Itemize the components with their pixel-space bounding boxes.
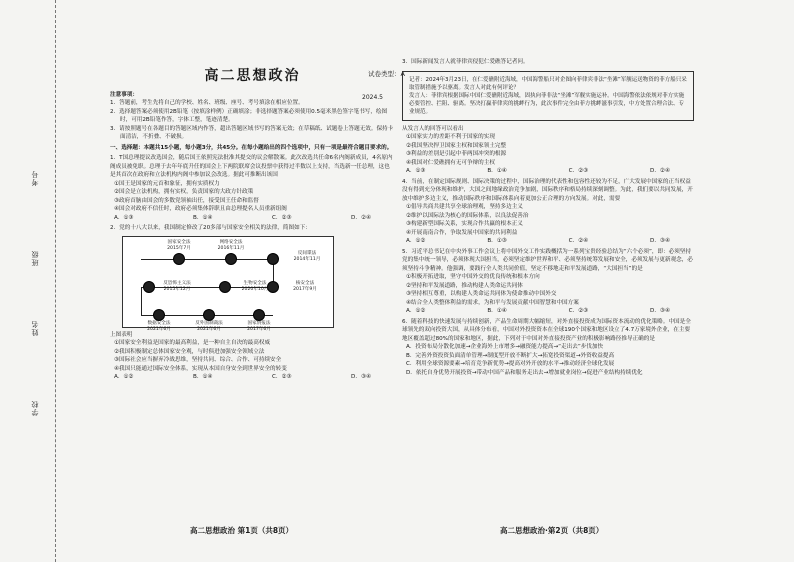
q4-choice-c: C．②④ [568, 238, 589, 244]
q2-option-4: ④我国只能通过国际安全体系，实现从本国自身安全到世界安全的转变 [114, 365, 287, 372]
q4-stem: 4．当前，在制定国际规则、国际决策的过程中，国际治理的代表性和包容性还较为不足，广大发展中国家的正当权益没有得到充分体现和维护，大国之间地缘政治竞争加剧，国际秩序和格局持续深刻调整。为此，我们要以共同发展，开放中维护多边主义，推动国际秩序和国际体系向着更加公正合理的方向发展。对此，需要 [402, 178, 693, 202]
q2-option-1: ①国家安全利益是国家的最高利益，是一种自主自决的最高权威 [114, 340, 271, 346]
q4-choices [402, 237, 694, 246]
node-label: 国家情报法 2017年6月 [247, 320, 271, 332]
q5-choices [402, 307, 694, 316]
timeline-node [173, 253, 185, 265]
q2-option-3: ③国际社会应当摒弃冷战思维，坚持共同、综合、合作、可持续安全 [114, 357, 282, 363]
node-label: 生物安全法 2020年10月 [241, 280, 269, 292]
notes-title: 注意事项： [110, 91, 138, 98]
q3-choice-a: A．①③ [406, 168, 426, 174]
q4-choice-d: D．③④ [650, 238, 670, 244]
q4-option-4: ④开展南南合作，争取发展中国家的共同利益 [406, 229, 518, 236]
q5-choice-b: B．①④ [487, 308, 507, 314]
q4-option-3: ③构建新型国际关系，实现合作共赢的根本正义 [406, 221, 523, 227]
q3-stem: 3．国际新闻发言人就菲律宾侵犯仁爱礁答记者问。 [402, 59, 529, 65]
node-label: 国家安全法 2015年7月 [167, 239, 191, 251]
timeline-node [253, 309, 265, 321]
q1-option-3: ③政府首脑由国会的多数党领袖出任，接受国王任命和监督 [114, 197, 259, 204]
q5-option-4: ④结合全人类整体利益的需求，为和平与发展贡献中国智慧和中国方案 [406, 299, 579, 306]
q5-choice-c: C．②③ [568, 308, 589, 314]
q5-choice-d: D．③④ [650, 308, 670, 314]
q1-choice-a: A．①③ [114, 214, 134, 221]
q3-choices [402, 167, 694, 176]
node-label: 网络安全法 2016年11月 [217, 239, 245, 251]
q1-choice-c: C．②③ [271, 214, 292, 221]
q2-choices [110, 373, 395, 382]
q6-option-b: B．完善外资投资负面清单管理→制度型开放不断扩大→拓宽投资渠道→外资收益提高 [406, 352, 615, 359]
paper-type: 试卷类型：A [368, 70, 405, 78]
q2-choice-c: C．②③ [271, 374, 292, 380]
name-label: 姓名 [31, 320, 39, 336]
q5-option-3: ③坚持相互尊重，以构建人类命运共同体为使命推动中国外交 [406, 291, 557, 297]
q6-option-c: C．利用全球资源要素→培育竞争新优势→提高对外开放的水平→推动经济全球化发展 [406, 361, 615, 367]
q5-option-2: ②坚持和平发展道路，推动构建人类命运共同体 [406, 282, 523, 289]
note-3: 3．请按照题号在各题目的答题区域内作答，超出答题区域书写的答案无效；在草稿纸、试题卷上答题无效。保持卡面清洁，不折叠、不破损。 [110, 125, 394, 140]
exam-date: 2024.5 [362, 94, 383, 101]
page-1-footer: 高二思想政治 第1页（共8页） [190, 526, 294, 535]
binding-margin [26, 0, 56, 562]
note-2: 2．选择题答案必须使用2B铅笔（按填涂样例）正确填涂；非选择题答案必须使用0.5毫米黑色签字笔书写，绘图时，可用2B铅笔作答，字体工整，笔迹清楚。 [110, 108, 388, 123]
class-label: 班级 [31, 250, 39, 266]
note-1: 1．答题前，考生先将自己的学校、姓名、班级、座号、考号填涂在相应位置。 [110, 100, 304, 106]
node-label: 反恐怖主义法 2015年12月 [163, 280, 191, 292]
q3-option-3: ③利益的差别是引起中菲两国冲突的根源 [406, 151, 507, 157]
exam-title: 高二思想政治 [204, 68, 301, 84]
q2-choice-b: B．①④ [192, 374, 213, 380]
q3-option-4: ④我国对仁爱礁拥有无可争辩的主权 [406, 159, 495, 166]
q6-option-a: A．投资布局分散化加速→企业海外上市增多→融资能力提高→“走出去”步伐加快 [406, 344, 604, 350]
q2-choice-d: D．③④ [351, 374, 371, 380]
timeline-node [225, 253, 237, 265]
q3-option-2: ②我国坚决捍卫国家主权和国家领土完整 [406, 142, 507, 149]
q3-dialogue-box: 记者：2024年3月23日，在仁爱礁附近海域，中国海警船只对企图向菲律宾非法“坐滩”军舰运送物资的菲方船只采取管制措施予以驱离。发言人对此有何评论？ 发言人：菲律宾根据国际中国仁爱礁附近海域，固执向菲非法“坐滩”军舰实施运补。中国海警依法依规对菲方实施必要管控、拦阻、驱离。坚决打赢菲律宾的挑衅行为，此次事件完全由菲方挑衅滋事引发，中方处置合理合法、专业规范。 [402, 71, 694, 121]
q3-choice-b: B．①④ [487, 168, 507, 174]
node-label: 反间谍法 2014年11月 [293, 250, 321, 262]
section-1-heading: 一、选择题：本题共15小题，每小题3分，共45分。在每小题给出的四个选项中，只有一项是最符合题目要求的。 [110, 144, 393, 151]
q2-choice-a: A．①② [114, 374, 134, 380]
timeline-node [203, 309, 215, 321]
page-1 [110, 58, 405, 528]
q3-option-1: ①国家实力的差距不利于国家的实现 [406, 134, 495, 140]
q4-option-1: ①倡导共商共建共享全球治理观，坚持多边主义 [406, 204, 523, 210]
q5-stem: 5．习近平总书记在中央外事工作会议上将中国外交工作实践概括为一系列宝贵经验总结为“六个必须”，即：必须坚持党的集中统一领导，必须体现大国担当，必须坚定维护世界和平、必须坚持统筹发展和安全，必须发展与更新观念，必须坚持斗争精神。他强调，要践行全人类共同价值，坚定不移地走和平发展道路，“大国担当”的是 [402, 248, 693, 272]
q1-choice-d: D．②④ [351, 214, 371, 221]
q2-tail: 上图表明 [110, 331, 133, 338]
q4-option-2: ②维护以国际法为核心的国际体系，以良法促善治 [406, 212, 529, 219]
node-label: 核安全法 2017年9月 [293, 280, 317, 292]
q6-stem: 6．随着科技的快速发展与持续创新，产品生命周期大幅缩短，对外直接投资成为国际资本流动的优化策略。中国是全球领先的双向投资大国，从具体分布看，中国对外投资资本在全球190个国家和地区设立了4.7万家境外企业，在主要地区覆盖超过80%的国家和地区，据此，下列对于中国对外直接投资产业的积极影响路径推导正确的是 [402, 318, 691, 342]
q1-stem: 1．T国总理提议改选国会，随后国王依照宪法批准其提交的议会解散案。此次改选共任命6名内阁新成员，4名原内阁成员被免职。总理于去年年底升任的国会上下两院联席会议投票中获得过半数以上支持，当选新一任总理，这也是其首次在政府和立法机构内阁中参加议会改选。据此可推断出该国 [110, 155, 393, 178]
node-label: 反外国制裁法 2021年6月 [195, 320, 223, 332]
q5-option-1: ①积极开拓进取，坚守中国外交的优良传统和根本方向 [406, 274, 540, 280]
node-label: 数据安全法 2021年6月 [147, 320, 171, 332]
timeline-node [153, 309, 165, 321]
page-2 [402, 58, 694, 528]
q6-option-d: D．依托自身优势开展投资→带动中国产品和服务走出去→增加就业岗位→促进产业结构持续优化 [406, 369, 643, 376]
q1-choices [110, 214, 395, 223]
q2-stem: 2．党的十八大以来，我国制定修改了20多部与国家安全相关的法律，简图如下： [110, 225, 311, 231]
q2-option-2: ②我国积极制定总体国家安全观，与时俱进加强安全领域立法 [114, 348, 265, 355]
school-label: 学校 [31, 400, 39, 416]
q3-choice-d: D．②④ [650, 168, 670, 174]
page-2-footer: 高二思想政治·第2页（共8页） [500, 526, 604, 535]
timeline-node [267, 253, 279, 265]
q4-choice-a: A．①② [406, 238, 426, 244]
q3-choice-c: C．②③ [568, 168, 589, 174]
q3-ask: 从发言人的回答可以看出 [402, 125, 464, 132]
exam-no-label: 考号 [31, 170, 39, 186]
q4-choice-b: B．①③ [487, 238, 507, 244]
q1-option-4: ④国会对政府不信任时，政府必须集体辞职且由总理提名人员重新组阁 [114, 206, 287, 212]
q1-option-1: ①国王是国家的元首和象征，拥有实质权力 [114, 180, 220, 187]
q1-choice-b: B．①④ [192, 214, 213, 221]
security-law-timeline-figure [122, 236, 334, 332]
q5-choice-a: A．①② [406, 308, 426, 314]
q1-option-2: ②国会是立法机构，拥有实权，负责国家的大政方针政策 [114, 189, 254, 195]
timeline-node [219, 281, 231, 293]
